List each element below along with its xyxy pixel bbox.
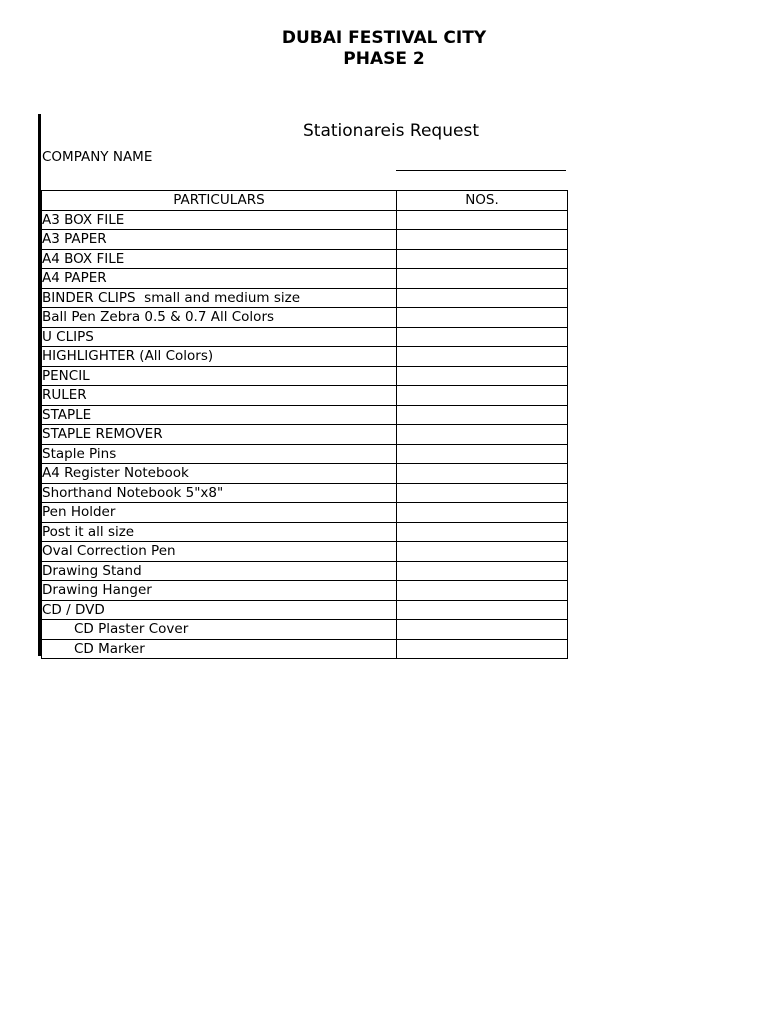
quantity-cell[interactable] [397,464,568,484]
item-name-cell: HIGHLIGHTER (All Colors) [42,347,397,367]
item-name-cell: PENCIL [42,366,397,386]
quantity-cell[interactable] [397,600,568,620]
table-row [42,542,568,562]
table-row [42,503,568,523]
item-name-cell: A3 BOX FILE [42,210,397,230]
item-name-cell: CD Plaster Cover [42,620,397,640]
quantity-cell[interactable] [397,483,568,503]
item-name-cell: CD / DVD [42,600,397,620]
quantity-cell[interactable] [397,327,568,347]
table-row [42,561,568,581]
quantity-cell[interactable] [397,581,568,601]
item-name-cell: BINDER CLIPS small and medium size [42,288,397,308]
quantity-cell[interactable] [397,386,568,406]
table-row [42,249,568,269]
quantity-cell[interactable] [397,561,568,581]
quantity-cell[interactable] [397,288,568,308]
item-name-cell: U CLIPS [42,327,397,347]
table-row [42,581,568,601]
quantity-cell[interactable] [397,425,568,445]
item-name-cell: A4 PAPER [42,269,397,289]
table-row [42,210,568,230]
quantity-cell[interactable] [397,522,568,542]
quantity-cell[interactable] [397,269,568,289]
item-name-cell: A4 BOX FILE [42,249,397,269]
quantity-cell[interactable] [397,620,568,640]
table-row [42,639,568,659]
table-row [42,425,568,445]
table-row [42,405,568,425]
item-name-cell: Drawing Stand [42,561,397,581]
column-header-nos: NOS. [397,191,568,211]
header-title: DUBAI FESTIVAL CITY [281,28,487,48]
quantity-cell[interactable] [397,249,568,269]
table-row [42,347,568,367]
item-name-cell: Drawing Hanger [42,581,397,601]
table-row [42,464,568,484]
table-header-row [42,191,568,211]
table-row [42,483,568,503]
item-name-cell: STAPLE [42,405,397,425]
table-row [42,366,568,386]
quantity-cell[interactable] [397,639,568,659]
table-row [42,269,568,289]
table-row [42,444,568,464]
item-name-cell: Ball Pen Zebra 0.5 & 0.7 All Colors [42,308,397,328]
column-header-particulars: PARTICULARS [42,191,397,211]
company-name-field[interactable] [396,170,566,171]
quantity-cell[interactable] [397,503,568,523]
stationery-table [41,190,568,659]
item-name-cell: CD Marker [42,639,397,659]
item-name-cell: STAPLE REMOVER [42,425,397,445]
header-subtitle: PHASE 2 [343,49,425,69]
table-row [42,230,568,250]
quantity-cell[interactable] [397,444,568,464]
quantity-cell[interactable] [397,542,568,562]
item-name-cell: Shorthand Notebook 5"x8" [42,483,397,503]
table-row [42,522,568,542]
item-name-cell: Pen Holder [42,503,397,523]
table-row [42,327,568,347]
item-name-cell: Post it all size [42,522,397,542]
quantity-cell[interactable] [397,308,568,328]
item-name-cell: Oval Correction Pen [42,542,397,562]
table-row [42,308,568,328]
table-row [42,288,568,308]
document-header [0,28,768,70]
item-name-cell: Staple Pins [42,444,397,464]
item-name-cell: A4 Register Notebook [42,464,397,484]
form-title: Stationareis Request [303,121,479,141]
item-name-cell: A3 PAPER [42,230,397,250]
quantity-cell[interactable] [397,210,568,230]
quantity-cell[interactable] [397,405,568,425]
item-name-cell: RULER [42,386,397,406]
table-row [42,386,568,406]
quantity-cell[interactable] [397,347,568,367]
quantity-cell[interactable] [397,366,568,386]
table-row [42,600,568,620]
quantity-cell[interactable] [397,230,568,250]
table-row [42,620,568,640]
company-name-label: COMPANY NAME [42,149,153,165]
